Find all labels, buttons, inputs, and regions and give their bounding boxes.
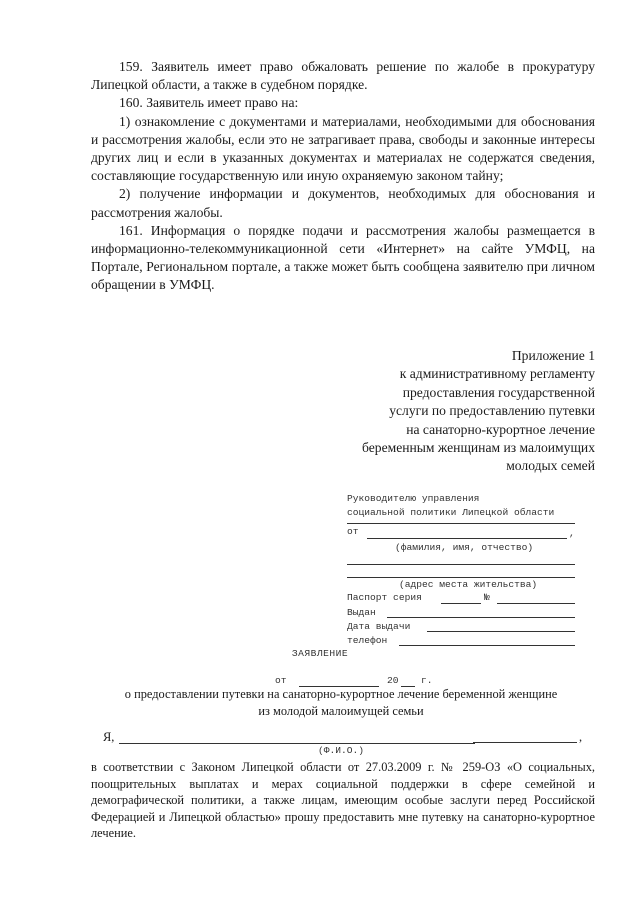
address-field-1[interactable]	[347, 564, 575, 565]
passport-number-sign: №	[484, 592, 490, 603]
passport-series-field[interactable]	[441, 603, 481, 604]
appendix-line: к административному регламенту	[399, 366, 595, 382]
passport-series-label: Паспорт серия	[347, 592, 422, 603]
fio-caption: (фамилия, имя, отчество)	[395, 542, 534, 553]
statement-title: ЗАЯВЛЕНИЕ	[291, 648, 349, 659]
appendix-line: молодых семей	[506, 458, 595, 474]
statement-body: в соответствии с Законом Липецкой области от 27.03.2009 г. № 259-ОЗ «О социальных, поощрительных выплатах и мерах социальной поддержки в сфере семейной и демографической политики, а также лицам, имеющим особые заслуги перед Российской Федерацией и Липецкой областью» прошу предоставить мне путевку на санаторно-курортное лечение.	[91, 760, 595, 841]
address-field-2[interactable]	[347, 577, 575, 578]
appendix-line: предоставления государственной	[402, 384, 595, 400]
applicant-label: Я,	[103, 730, 115, 744]
issued-by-label: Выдан	[347, 607, 376, 618]
applicant-name-field[interactable]	[367, 538, 567, 539]
appendix-header	[300, 347, 595, 476]
subject-line-2: из молодой малоимущей семьи	[258, 703, 424, 718]
appendix-title: Приложение 1	[511, 348, 595, 363]
appendix-line: услуги по предоставлению путевки	[389, 403, 595, 419]
issued-by-field[interactable]	[387, 617, 575, 618]
applicant-row	[103, 730, 583, 745]
paragraph-160: 160. Заявитель имеет право на:	[119, 95, 299, 111]
phone-label: телефон	[347, 635, 388, 646]
applicant-extra-field[interactable]	[473, 742, 577, 743]
statement-subject	[80, 686, 602, 720]
fio-short-caption: (Ф.И.О.)	[318, 745, 365, 756]
year-suffix: г.	[421, 675, 433, 686]
complaint-rights-section	[91, 58, 595, 295]
issue-date-field[interactable]	[427, 631, 575, 632]
appendix-line: беременным женщинам из малоимущих	[362, 440, 595, 456]
addressee-line-1: Руководителю управления	[347, 493, 480, 504]
addressee-blank-line	[347, 523, 575, 524]
addressee-line-2: социальной политики Липецкой области	[347, 507, 555, 518]
paragraph-159: 159. Заявитель имеет право обжаловать решение по жалобе в прокуратуру Липецкой области, а также в судебном порядке.	[91, 59, 595, 93]
from-comma: ,	[569, 528, 575, 539]
year-prefix: 20	[387, 675, 399, 686]
date-from-label: от	[275, 675, 287, 686]
appendix-line: на санаторно-курортное лечение	[406, 421, 595, 437]
paragraph-160-item-1: 1) ознакомление с документами и материалами, необходимыми для обоснования и рассмотрения жалобы, если это не затрагивает права, свободы и законные интересы других лиц и если в указанных документах и материалах не содержатся сведения, составляющие государственную или иную охраняемую законом тайну;	[91, 113, 595, 184]
paragraph-160-item-2: 2) получение информации и документов, необходимых для обоснования и рассмотрения жалобы.	[91, 186, 595, 220]
subject-line-1: о предоставлении путевки на санаторно-курортное лечение беременной женщине	[124, 687, 558, 701]
phone-field[interactable]	[399, 645, 575, 646]
paragraph-161: 161. Информация о порядке подачи и рассмотрения жалобы размещается в информационно-телекоммуникационной сети «Интернет» на сайте УМФЦ, на Портале, Региональном портале, а также может быть сообщена заявителю при личном обращении в УМФЦ.	[91, 222, 595, 293]
passport-number-field[interactable]	[497, 603, 575, 604]
from-label: от	[347, 526, 359, 537]
issue-date-label: Дата выдачи	[347, 621, 411, 632]
address-caption: (адрес места жительства)	[399, 579, 538, 590]
statement-date	[275, 675, 433, 686]
applicant-comma: ,	[579, 730, 583, 744]
applicant-fio-field[interactable]	[119, 743, 475, 744]
